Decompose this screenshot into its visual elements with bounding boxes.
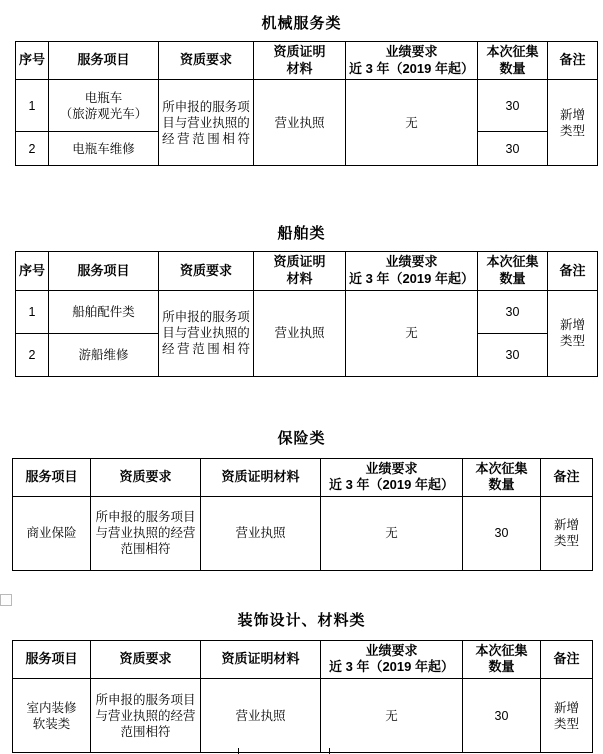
col-header-performance: 业绩要求 近 3 年（2019 年起）: [346, 252, 478, 290]
cell-service-item: 游船维修: [49, 333, 159, 376]
col-header-performance: 业绩要求 近 3 年（2019 年起）: [321, 640, 463, 678]
page-break-marker: [0, 594, 12, 606]
table-row: [16, 80, 598, 132]
cell-qualification-doc: 营业执照: [201, 679, 321, 753]
cell-index: 1: [16, 290, 49, 333]
cell-index: 2: [16, 333, 49, 376]
cell-qualification: 所申报的服务项目与营业执照的经营范围相符: [91, 679, 201, 753]
cell-service-item: 室内装修 软装类: [13, 679, 91, 753]
cell-quantity: 30: [478, 132, 548, 166]
cell-qualification: 所申报的服务项目与营业执照的经营范围相符: [159, 290, 254, 376]
col-header-service-item: 服务项目: [49, 252, 159, 290]
col-header-quantity: 本次征集 数量: [463, 640, 541, 678]
col-header-remark: 备注: [548, 252, 598, 290]
col-header-performance: 业绩要求 近 3 年（2019 年起）: [346, 42, 478, 80]
cell-qualification: 所申报的服务项目与营业执照的经营范围相符: [91, 496, 201, 570]
table-header-row: [16, 42, 598, 80]
cell-quantity: 30: [478, 290, 548, 333]
section-machinery: [0, 12, 603, 166]
section-insurance: [0, 427, 603, 571]
cell-service-item: 电瓶车 （旅游观光车）: [49, 80, 159, 132]
next-table-stub: [238, 748, 330, 754]
col-header-qualification-doc: 资质证明材料: [201, 640, 321, 678]
cell-qualification-doc: 营业执照: [201, 496, 321, 570]
cell-service-item: 船舶配件类: [49, 290, 159, 333]
col-header-service-item: 服务项目: [49, 42, 159, 80]
cell-performance: 无: [321, 496, 463, 570]
table-row: [16, 290, 598, 333]
section-title: 保险类: [277, 429, 326, 447]
section-decoration: [0, 609, 603, 753]
cell-index: 2: [16, 132, 49, 166]
table-vessels: [15, 251, 598, 376]
cell-service-item: 商业保险: [13, 496, 91, 570]
cell-quantity: 30: [463, 679, 541, 753]
cell-service-item: 电瓶车维修: [49, 132, 159, 166]
col-header-quantity: 本次征集 数量: [478, 42, 548, 80]
table-header-row: [13, 458, 593, 496]
col-header-service-item: 服务项目: [13, 458, 91, 496]
cell-performance: 无: [346, 290, 478, 376]
cell-qualification: 所申报的服务项目与营业执照的经营范围相符: [159, 80, 254, 166]
col-header-qualification: 资质要求: [159, 252, 254, 290]
col-header-remark: 备注: [548, 42, 598, 80]
col-header-remark: 备注: [541, 640, 593, 678]
cell-quantity: 30: [478, 80, 548, 132]
table-insurance: [12, 458, 593, 571]
cell-qualification-doc: 营业执照: [254, 290, 346, 376]
col-header-qualification-doc: 资质证明 材料: [254, 42, 346, 80]
col-header-quantity: 本次征集 数量: [478, 252, 548, 290]
section-title: 船舶类: [277, 225, 326, 243]
col-header-service-item: 服务项目: [13, 640, 91, 678]
cell-remark: 新增 类型: [541, 679, 593, 753]
col-header-qualification-doc: 资质证明 材料: [254, 252, 346, 290]
cell-performance: 无: [321, 679, 463, 753]
col-header-qualification-doc: 资质证明材料: [201, 458, 321, 496]
col-header-qualification: 资质要求: [91, 458, 201, 496]
table-row: [13, 496, 593, 570]
section-title: 装饰设计、材料类: [237, 611, 366, 629]
cell-remark: 新增 类型: [541, 496, 593, 570]
col-header-qualification: 资质要求: [159, 42, 254, 80]
col-header-qualification: 资质要求: [91, 640, 201, 678]
col-header-index: 序号: [16, 252, 49, 290]
cell-remark: 新增 类型: [548, 290, 598, 376]
section-vessels: [0, 222, 603, 376]
col-header-remark: 备注: [541, 458, 593, 496]
table-decoration: [12, 640, 593, 753]
cell-index: 1: [16, 80, 49, 132]
table-row: [13, 679, 593, 753]
table-header-row: [13, 640, 593, 678]
col-header-quantity: 本次征集 数量: [463, 458, 541, 496]
cell-qualification-doc: 营业执照: [254, 80, 346, 166]
cell-performance: 无: [346, 80, 478, 166]
cell-remark: 新增 类型: [548, 80, 598, 166]
table-header-row: [16, 252, 598, 290]
table-machinery: [15, 41, 598, 166]
section-title: 机械服务类: [261, 15, 342, 32]
col-header-performance: 业绩要求 近 3 年（2019 年起）: [321, 458, 463, 496]
cell-quantity: 30: [478, 333, 548, 376]
cell-quantity: 30: [463, 496, 541, 570]
col-header-index: 序号: [16, 42, 49, 80]
